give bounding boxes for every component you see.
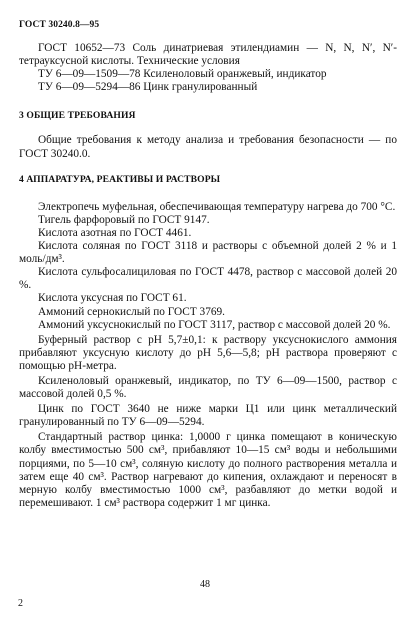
section-paragraph: Стандартный раствор цинка: 1,0000 г цинка помещают в коническую колбу вместимостью 500 см³, прибавляют 10—15 см³ воды и небольшими порциями, по 5—10 см³, соляную кислоту до полного растворения металла и затем еще 40 см³. Раствор нагревают до кипения, охлаждают и переносят в мерную колбу вместимостью 1000 см³, разбавляют до метки водой и перемешивают. 1 см³ раствора содержит 1 мг цинка. [19,431,397,509]
document-body [19,42,397,510]
section-heading: 3 ОБЩИЕ ТРЕБОВАНИЯ [19,110,136,122]
reference-line: ГОСТ 10652—73 Соль динатриевая этилендиамин — N, N, N′, N′-тетрауксусной кислоты. Технические условия [19,42,397,68]
section-paragraph: Общие требования к методу анализа и требования безопасности — по ГОСТ 30240.0. [19,134,397,160]
section-paragraph: Электропечь муфельная, обеспечивающая температуру нагрева до 700 °С. [38,200,396,213]
section-paragraph: Аммоний уксуснокислый по ГОСТ 3117, раствор с массовой долей 20 %. [38,318,391,331]
section-paragraph: Кислота сульфосалициловая по ГОСТ 4478, раствор с массовой долей 20 %. [19,266,397,292]
section-paragraph: Буферный раствор с pH 5,7±0,1: к раствору уксуснокислого аммония прибавляют уксусную кислоту до pH 5,6—5,8; pH раствора проверяют с помощью pH-метра. [19,333,397,372]
section-paragraph: Кислота азотная по ГОСТ 4461. [38,226,192,239]
reference-line: ТУ 6—09—5294—86 Цинк гранулированный [38,81,258,94]
section-paragraph: Кислота соляная по ГОСТ 3118 и растворы с объемной долей 2 % и 1 моль/дм³. [19,240,397,266]
section-paragraph: Аммоний сернокислый по ГОСТ 3769. [38,305,225,318]
reference-line: ТУ 6—09—1509—78 Ксиленоловый оранжевый, индикатор [38,68,327,81]
section-paragraph: Кислота уксусная по ГОСТ 61. [38,292,187,305]
margin-mark: 2 [18,598,23,609]
document-header: ГОСТ 30240.8—95 [19,20,100,30]
section-heading: 4 АППАРАТУРА, РЕАКТИВЫ И РАСТВОРЫ [19,173,221,185]
page-number: 48 [200,579,210,590]
section-paragraph: Тигель фарфоровый по ГОСТ 9147. [38,213,210,226]
section-paragraph: Цинк по ГОСТ 3640 не ниже марки Ц1 или цинк металлический гранулированный по ТУ 6—09—5294. [19,403,397,429]
section-paragraph: Ксиленоловый оранжевый, индикатор, по ТУ 6—09—1500, раствор с массовой долей 0,5 %. [19,374,397,401]
